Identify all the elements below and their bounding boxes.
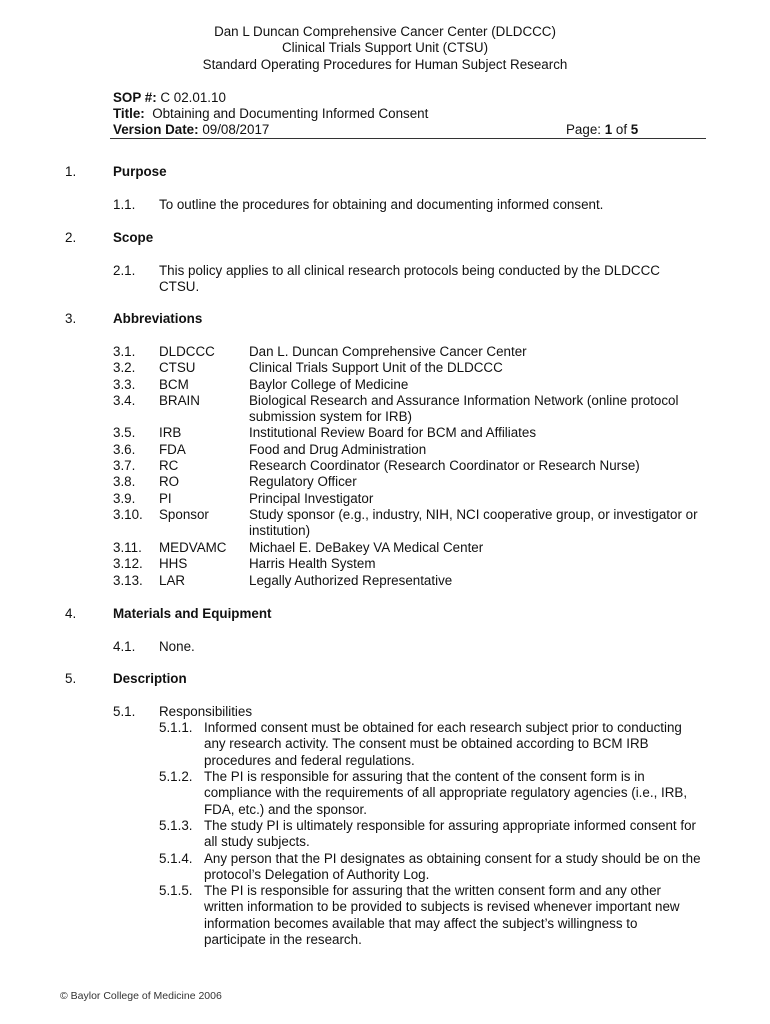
- abbreviation-definition: Baylor College of Medicine: [249, 377, 409, 392]
- abbreviation-definition: Research Coordinator (Research Coordinator or Research Nurse): [249, 458, 640, 473]
- abbreviation-code: HHS: [159, 556, 188, 571]
- abbreviation-code: LAR: [159, 573, 186, 588]
- abbreviation-code: Sponsor: [159, 507, 209, 522]
- section-number: 3.: [65, 311, 77, 326]
- abbreviation-code: RC: [159, 458, 179, 473]
- abbreviation-definition: Regulatory Officer: [249, 474, 357, 489]
- abbreviation-number: 3.6.: [113, 442, 136, 457]
- abbreviation-code: MEDVAMC: [159, 540, 227, 555]
- abbreviation-definition: Harris Health System: [249, 556, 376, 571]
- abbreviation-number: 3.11.: [113, 540, 142, 555]
- subsection-number: 4.1.: [113, 639, 136, 654]
- subsection-number: 5.1.: [113, 704, 136, 719]
- header-sop-title: Standard Operating Procedures for Human Subject Research: [202, 57, 568, 72]
- abbreviation-number: 3.8.: [113, 474, 136, 489]
- section-heading-materials: Materials and Equipment: [113, 606, 272, 621]
- abbreviation-number: 3.1.: [113, 344, 136, 359]
- sop-number: SOP #: C 02.01.10: [113, 90, 226, 105]
- responsibility-number: 5.1.3.: [159, 818, 193, 833]
- section-heading-purpose: Purpose: [113, 164, 167, 179]
- abbreviation-number: 3.10.: [113, 507, 143, 522]
- materials-text: None.: [159, 639, 195, 654]
- section-heading-scope: Scope: [113, 230, 154, 245]
- abbreviation-definition: Principal Investigator: [249, 491, 374, 506]
- abbreviation-code: PI: [159, 491, 172, 506]
- copyright-footer: © Baylor College of Medicine 2006: [60, 990, 222, 1002]
- abbreviation-definition: Michael E. DeBakey VA Medical Center: [249, 540, 484, 555]
- responsibility-text: The PI is responsible for assuring that the content of the consent form is in compliance with the requirements of all appropriate regulatory agencies (i.e., IRB, FDA, etc.) and the sponsor.: [204, 769, 688, 817]
- document-title: Title: Obtaining and Documenting Informed Consent: [113, 106, 429, 121]
- section-number: 2.: [65, 230, 77, 245]
- abbreviation-number: 3.5.: [113, 425, 136, 440]
- abbreviation-code: FDA: [159, 442, 186, 457]
- abbreviation-definition: Clinical Trials Support Unit of the DLDCCC: [249, 360, 503, 375]
- header-unit-name: Clinical Trials Support Unit (CTSU): [281, 40, 489, 55]
- responsibility-text: The study PI is ultimately responsible for assuring appropriate informed consent for all study subjects.: [204, 818, 696, 850]
- abbreviation-code: RO: [159, 474, 180, 489]
- responsibility-number: 5.1.5.: [159, 883, 193, 898]
- abbreviation-code: DLDCCC: [159, 344, 215, 359]
- abbreviation-code: IRB: [159, 425, 182, 440]
- section-heading-abbreviations: Abbreviations: [113, 311, 203, 326]
- header-divider: [110, 138, 706, 139]
- abbreviation-definition: Study sponsor (e.g., industry, NIH, NCI cooperative group, or investigator or institution): [249, 507, 698, 539]
- abbreviation-number: 3.2.: [113, 360, 136, 375]
- responsibility-text: Informed consent must be obtained for each research subject prior to conducting any research activity. The consent must be obtained according to BCM IRB procedures and federal regulations.: [204, 720, 682, 768]
- section-number: 5.: [65, 671, 77, 686]
- abbreviation-definition: Dan L. Duncan Comprehensive Cancer Center: [249, 344, 527, 359]
- abbreviation-definition: Legally Authorized Representative: [249, 573, 453, 588]
- subsection-number: 2.1.: [113, 263, 136, 278]
- abbreviation-code: BCM: [159, 377, 189, 392]
- abbreviation-number: 3.12.: [113, 556, 143, 571]
- section-heading-description: Description: [113, 671, 187, 686]
- section-number: 1.: [65, 164, 77, 179]
- header-center-name: Dan L Duncan Comprehensive Cancer Center (DLDCCC): [214, 24, 556, 39]
- page-indicator: Page: 1 of 5: [566, 122, 639, 137]
- abbreviation-code: CTSU: [159, 360, 196, 375]
- responsibility-text: The PI is responsible for assuring that the written consent form and any other written information to be provided to subjects is revised whenever important new information becomes available that may affect the subject’s willingness to participate in the research.: [204, 883, 680, 948]
- abbreviation-definition: Food and Drug Administration: [249, 442, 427, 457]
- abbreviation-code: BRAIN: [159, 393, 200, 408]
- abbreviation-number: 3.9.: [113, 491, 136, 506]
- abbreviation-number: 3.7.: [113, 458, 136, 473]
- responsibility-number: 5.1.4.: [159, 851, 193, 866]
- subsection-number: 1.1.: [113, 197, 136, 212]
- abbreviation-number: 3.3.: [113, 377, 136, 392]
- purpose-text: To outline the procedures for obtaining and documenting informed consent.: [159, 197, 604, 212]
- abbreviation-definition: Institutional Review Board for BCM and Affiliates: [249, 425, 537, 440]
- responsibility-number: 5.1.2.: [159, 769, 193, 784]
- responsibilities-label: Responsibilities: [159, 704, 253, 719]
- scope-text: This policy applies to all clinical research protocols being conducted by the DLDCCC CTSU.: [159, 263, 660, 295]
- abbreviation-definition: Biological Research and Assurance Information Network (online protocol submission system for IRB): [249, 393, 679, 425]
- section-number: 4.: [65, 606, 77, 621]
- abbreviation-number: 3.13.: [113, 573, 143, 588]
- responsibility-text: Any person that the PI designates as obtaining consent for a study should be on the protocol’s Delegation of Authority Log.: [204, 851, 701, 883]
- version-date: Version Date: 09/08/2017: [113, 122, 270, 137]
- responsibility-number: 5.1.1.: [159, 720, 193, 735]
- abbreviation-number: 3.4.: [113, 393, 136, 408]
